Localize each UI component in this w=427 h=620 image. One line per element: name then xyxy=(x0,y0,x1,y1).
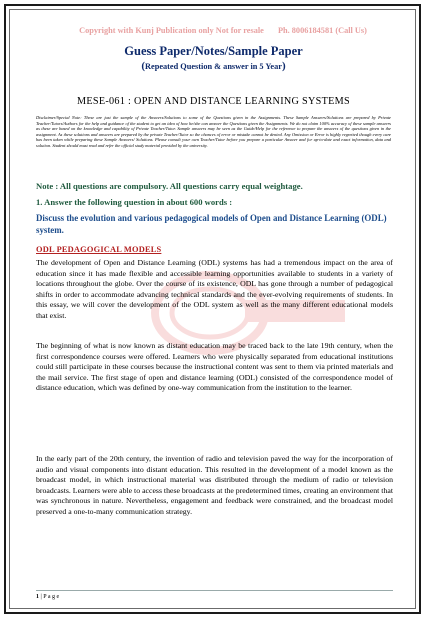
paragraph: The development of Open and Distance Learning (ODL) systems has had a tremendous impact on the area of education since it has made flexible and accessible learning opportunities available to students in a variety of locations throughout the globe. Over the course of its existence, ODL has gone through a number of pedagogical shifts in order to accommodate advancing technical standards and the ever-evolving requirements of students. In this essay, we will cover the development of the ODL system as well as the many different educational models that exist. xyxy=(36,258,393,320)
copyright-text: Copyright with Kunj Publication only Not for resale xyxy=(79,26,264,35)
disclaimer-note: Disclaimer/Special Note: These are just the sample of the Answers/Solutions to some of the Questions given in the Assignments. These Sample Answers/Solutions are prepared by Private Teacher/Tutors/Authors for the help and guidance of the student to get an idea of how he/she can answer the Questions given the Assignments. We do not claim 100% accuracy of these sample answers as these are based on the knowledge and capability of Private Teacher/Tutor. Sample answers may be seen as the Guide/Help for the reference to prepare the answers of the questions given in the assignment. As these solutions and answers are prepared by the private Teacher/Tutor so the chances of error or mistake cannot be denied. Any Omission or Error is highly regretted though every care has been taken while preparing these Sample Answers/ Solutions. Please consult your own Teacher/Tutor before you prepare a particular Answer and for up-to-date and exact information, data and solution. Student should must read and refer the official study material provided by the university. xyxy=(36,115,391,148)
copyright-banner xyxy=(38,26,408,35)
document-title: Guess Paper/Notes/Sample Paper xyxy=(124,44,303,58)
subtitle-close-paren: ) xyxy=(281,60,286,72)
section-heading: ODL PEDAGOGICAL MODELS xyxy=(36,245,162,254)
page-footer xyxy=(36,594,59,600)
document-subtitle xyxy=(0,60,427,72)
question-number: 1. Answer the following question in about 600 words : xyxy=(36,197,233,207)
subtitle-text: Repeated Question & answer in 5 Year xyxy=(145,62,282,71)
paragraph: In the early part of the 20th century, the invention of radio and television paved the way for the incorporation of audio and visual components into distant education. This resulted in the development of a model known as the broadcast model, in which instructional material was distributed through the medium of radio or television broadcasts. Learners were able to access these broadcasts at the predetermined times, creating an environment that was synchronous in nature. Nevertheless, engagement and feedback were constrained, and the broadcast model preserved a one-to-many communication strategy. xyxy=(36,454,393,516)
question-text: Discuss the evolution and various pedagogical models of Open and Distance Learning (ODL) system. xyxy=(36,213,387,235)
page-label: P a g e xyxy=(43,594,60,600)
footer-divider xyxy=(36,590,393,591)
instructions-note: Note : All questions are compulsory. All questions carry equal weightage. xyxy=(36,181,303,191)
subtitle-open-paren: ( xyxy=(141,60,146,72)
contact-phone: Ph. 8006184581 (Call Us) xyxy=(277,26,367,35)
page-number: 1 xyxy=(36,594,39,600)
footer-separator: | xyxy=(39,594,44,600)
paragraph: The beginning of what is now known as distant education may be traced back to the late 19th century, when the first correspondence courses were offered. Learners who were physically separated from educational institutions could still participate in these courses because the instructional content was sent to them via printed materials and the mail service. The first stage of open and distance learning (ODL) consisted of the correspondence model of distance education, which was defined by one-way communication from the institution to the learner. xyxy=(36,341,393,393)
course-title: MESE-061 : OPEN AND DISTANCE LEARNING SYSTEMS xyxy=(76,96,351,107)
